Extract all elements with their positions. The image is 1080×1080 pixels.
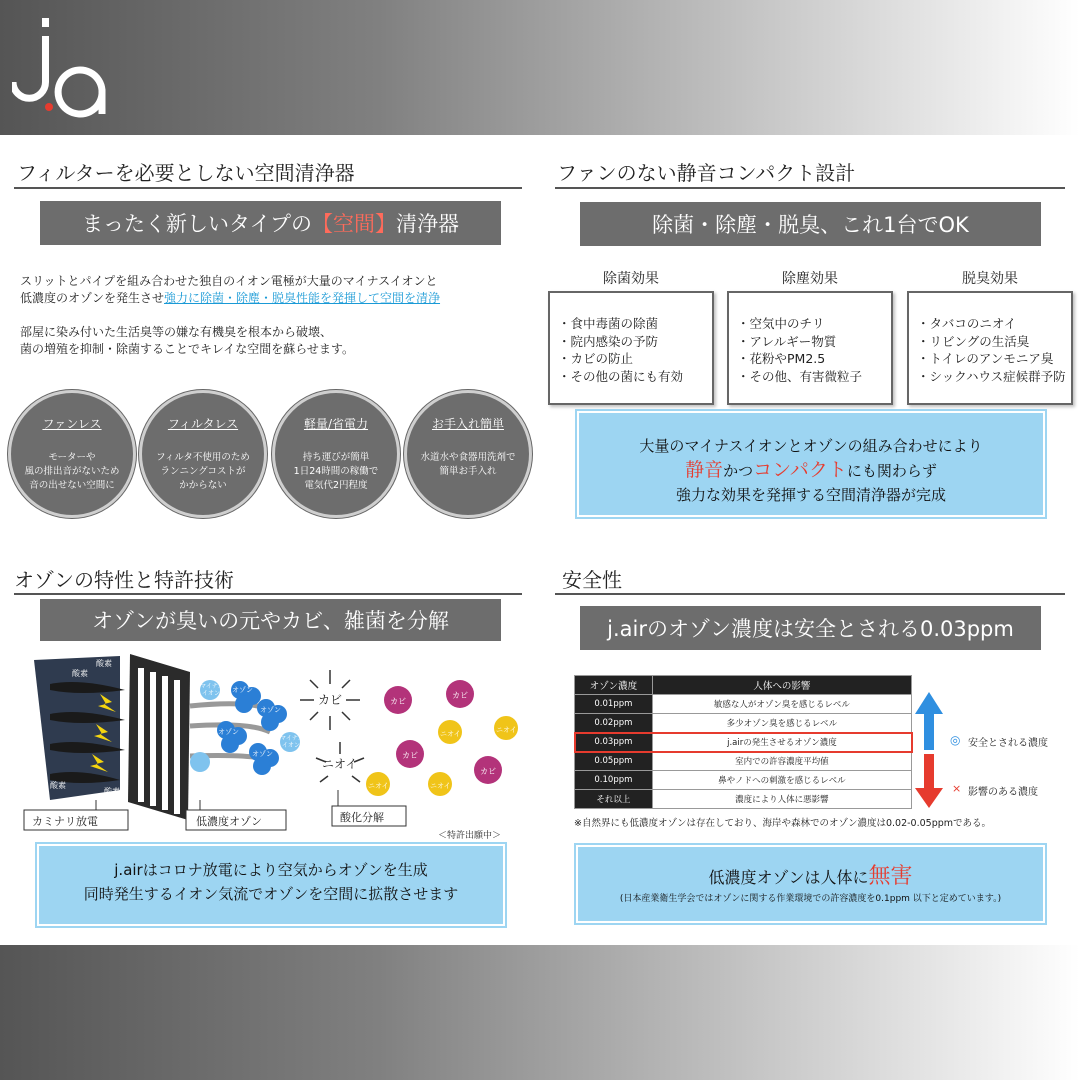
performance-link[interactable]: 強力に除菌・除塵・脱臭性能を発揮して空間を清浄 (164, 291, 441, 305)
section-divider (555, 187, 1065, 189)
headline-bar: オゾンが臭いの元やカビ、雑菌を分解 (40, 599, 501, 641)
intro-line: スリットとパイプを組み合わせた独自のイオン電極が大量のマイナスイオンと (20, 274, 438, 288)
effect-box-deodorize: ・タバコのニオイ ・リビングの生活臭 ・トイレのアンモニア臭 ・シックハウス症候群予防 (907, 291, 1073, 405)
corona-box (37, 844, 505, 926)
feature-title: 軽量/省電力 (303, 417, 369, 431)
table-cell: それ以上 (575, 790, 653, 809)
label-low-ozone: 低濃度オゾン (196, 815, 262, 828)
table-cell: 0.05ppm (575, 752, 653, 771)
ozone-table (574, 675, 912, 809)
label-odor: ニオイ (496, 726, 517, 734)
feature-circle-lightweight (272, 390, 400, 518)
effect-head-dust: 除塵効果 (782, 271, 838, 287)
feature-circle-fanless (8, 390, 136, 518)
table-row (575, 752, 912, 771)
label-oxidation: 酸化分解 (340, 811, 384, 824)
section-title-silent-design: ファンのない静音コンパクト設計 (557, 161, 856, 185)
headline-bar (40, 201, 501, 245)
table-row (575, 790, 912, 809)
header-band (0, 0, 1080, 135)
label-mold: カビ (390, 697, 406, 706)
headline-pre: まったく新しいタイプの (82, 212, 312, 236)
harmless-box (576, 845, 1045, 923)
legend-bad: 影響のある濃度 (968, 787, 1038, 798)
feature-title: フィルタレス (167, 417, 239, 431)
brand-logo (12, 14, 112, 120)
headline-highlight: 【空間】 (311, 212, 396, 236)
label-ozone: オゾン (232, 686, 253, 694)
intro-paragraph (20, 273, 440, 307)
feature-desc: モーターや 風の排出音がないため 音の出せない空間に (24, 452, 120, 491)
ozone-diagram (20, 650, 530, 845)
label-minus-ion: イオン (202, 690, 220, 697)
label-mold: カビ (480, 767, 496, 776)
label-odor: ニオイ (322, 757, 358, 771)
table-cell: 敏感な人がオゾン臭を感じるレベル (652, 695, 911, 714)
table-cell: 室内での許容濃度平均値 (652, 752, 911, 771)
intro-line (20, 290, 440, 307)
feature-title: お手入れ簡単 (431, 417, 504, 431)
section-title-ozone-tech: オゾンの特性と特許技術 (14, 568, 234, 592)
harmless-line: 低濃度オゾンは人体に無害 (708, 864, 913, 889)
section-title-filterless: フィルターを必要としない空間清浄器 (17, 161, 355, 185)
feature-circle-easy-care (404, 390, 532, 518)
patent-note: ＜特許出願中＞ (438, 831, 502, 841)
feature-desc: 持ち運びが簡単 1日24時間の稼働で 電気代2円程度 (293, 452, 379, 491)
bad-mark-icon: × (952, 782, 962, 795)
headline-bar: j.airのオゾン濃度は安全とされる0.03ppm (580, 606, 1041, 650)
intro-line-text: 低濃度のオゾンを発生させ (20, 291, 165, 305)
detail-line: 部屋に染み付いた生活臭等の嫌な有機臭を根本から破壊、 (20, 325, 333, 339)
feature-desc: フィルタ不使用のため ランニングコストが かからない (156, 452, 250, 491)
detail-line: 菌の増殖を抑制・除菌することでキレイな空間を蘇らせます。 (20, 342, 354, 356)
label-ozone: オゾン (260, 706, 281, 714)
table-row (575, 714, 912, 733)
section-title-safety: 安全性 (562, 568, 622, 592)
table-cell: 0.10ppm (575, 771, 653, 790)
section-divider (14, 593, 522, 595)
effect-head-deodorize: 脱臭効果 (962, 271, 1018, 287)
arrow-up-icon (915, 692, 943, 750)
summary-line: 大量のマイナスイオンとオゾンの組み合わせにより (639, 437, 983, 455)
section-divider (555, 593, 1065, 595)
table-row-highlight (575, 733, 912, 752)
effect-head-sterilize: 除菌効果 (603, 271, 659, 287)
scale-arrows (914, 692, 944, 808)
label-oxygen: 酸素 (72, 669, 88, 678)
feature-circle-filterless (139, 390, 267, 518)
legend-safe: 安全とされる濃度 (968, 738, 1048, 749)
summary-box (577, 411, 1045, 517)
label-odor: ニオイ (440, 730, 461, 738)
headline-bar: 除菌・除塵・脱臭、これ1台でOK (580, 202, 1041, 246)
footer-band (0, 945, 1080, 1080)
corona-line: j.airはコロナ放電により空気からオゾンを生成 (114, 861, 428, 879)
label-mold: カビ (402, 751, 418, 760)
label-ozone: オゾン (218, 728, 239, 736)
safe-mark-icon: ◎ (950, 733, 961, 747)
table-cell: 0.02ppm (575, 714, 653, 733)
table-row (575, 695, 912, 714)
label-mold: カビ (318, 693, 343, 707)
harmless-note: (日本産業衛生学会ではオゾンに関する作業環境での許容濃度を0.1ppm 以下と定めています。) (619, 894, 1002, 904)
label-ozone: オゾン (252, 750, 273, 758)
label-oxygen: 酸素 (104, 787, 120, 796)
arrow-down-icon (915, 754, 943, 808)
table-cell: j.airの発生させるオゾン濃度 (652, 733, 911, 752)
label-odor: ニオイ (430, 782, 451, 790)
summary-line: 強力な効果を発揮する空間清浄器が完成 (675, 486, 946, 504)
label-odor: ニオイ (368, 782, 389, 790)
label-corona-discharge: カミナリ放電 (32, 815, 98, 828)
table-cell: 0.03ppm (575, 733, 653, 752)
effect-box-dust: ・空気中のチリ ・アレルギー物質 ・花粉やPM2.5 ・その他、有害微粒子 (727, 291, 893, 405)
nature-note: ※自然界にも低濃度オゾンは存在しており、海岸や森林でのオゾン濃度は0.02-0.05ppmである。 (574, 818, 992, 829)
summary-line: 静音かつコンパクトにも関わらず (685, 459, 937, 481)
table-cell: 濃度により人体に悪影響 (652, 790, 911, 809)
table-row (575, 771, 912, 790)
detail-paragraph (20, 324, 354, 358)
label-minus-ion: マイナス (200, 683, 224, 690)
section-divider (14, 187, 522, 189)
feature-desc: 水道水や食器用洗剤で 簡単お手入れ (420, 452, 516, 477)
table-cell: 鼻やノドへの刺激を感じるレベル (652, 771, 911, 790)
headline-post: 清浄器 (395, 212, 459, 236)
label-minus-ion: マイナス (280, 735, 304, 742)
label-minus-ion: イオン (282, 742, 300, 749)
table-cell: 多少オゾン臭を感じるレベル (652, 714, 911, 733)
table-header: 人体への影響 (652, 676, 911, 695)
corona-line: 同時発生するイオン気流でオゾンを空間に拡散させます (83, 885, 459, 903)
label-mold: カビ (452, 691, 468, 700)
effect-box-sterilize: ・食中毒菌の除菌 ・院内感染の予防 ・カビの防止 ・その他の菌にも有効 (548, 291, 714, 405)
table-header-row (575, 676, 912, 695)
table-cell: 0.01ppm (575, 695, 653, 714)
label-oxygen: 酸素 (50, 781, 66, 790)
table-header: オゾン濃度 (575, 676, 653, 695)
slit-grid (128, 654, 190, 820)
feature-title: ファンレス (42, 417, 102, 431)
label-oxygen: 酸素 (96, 659, 112, 668)
